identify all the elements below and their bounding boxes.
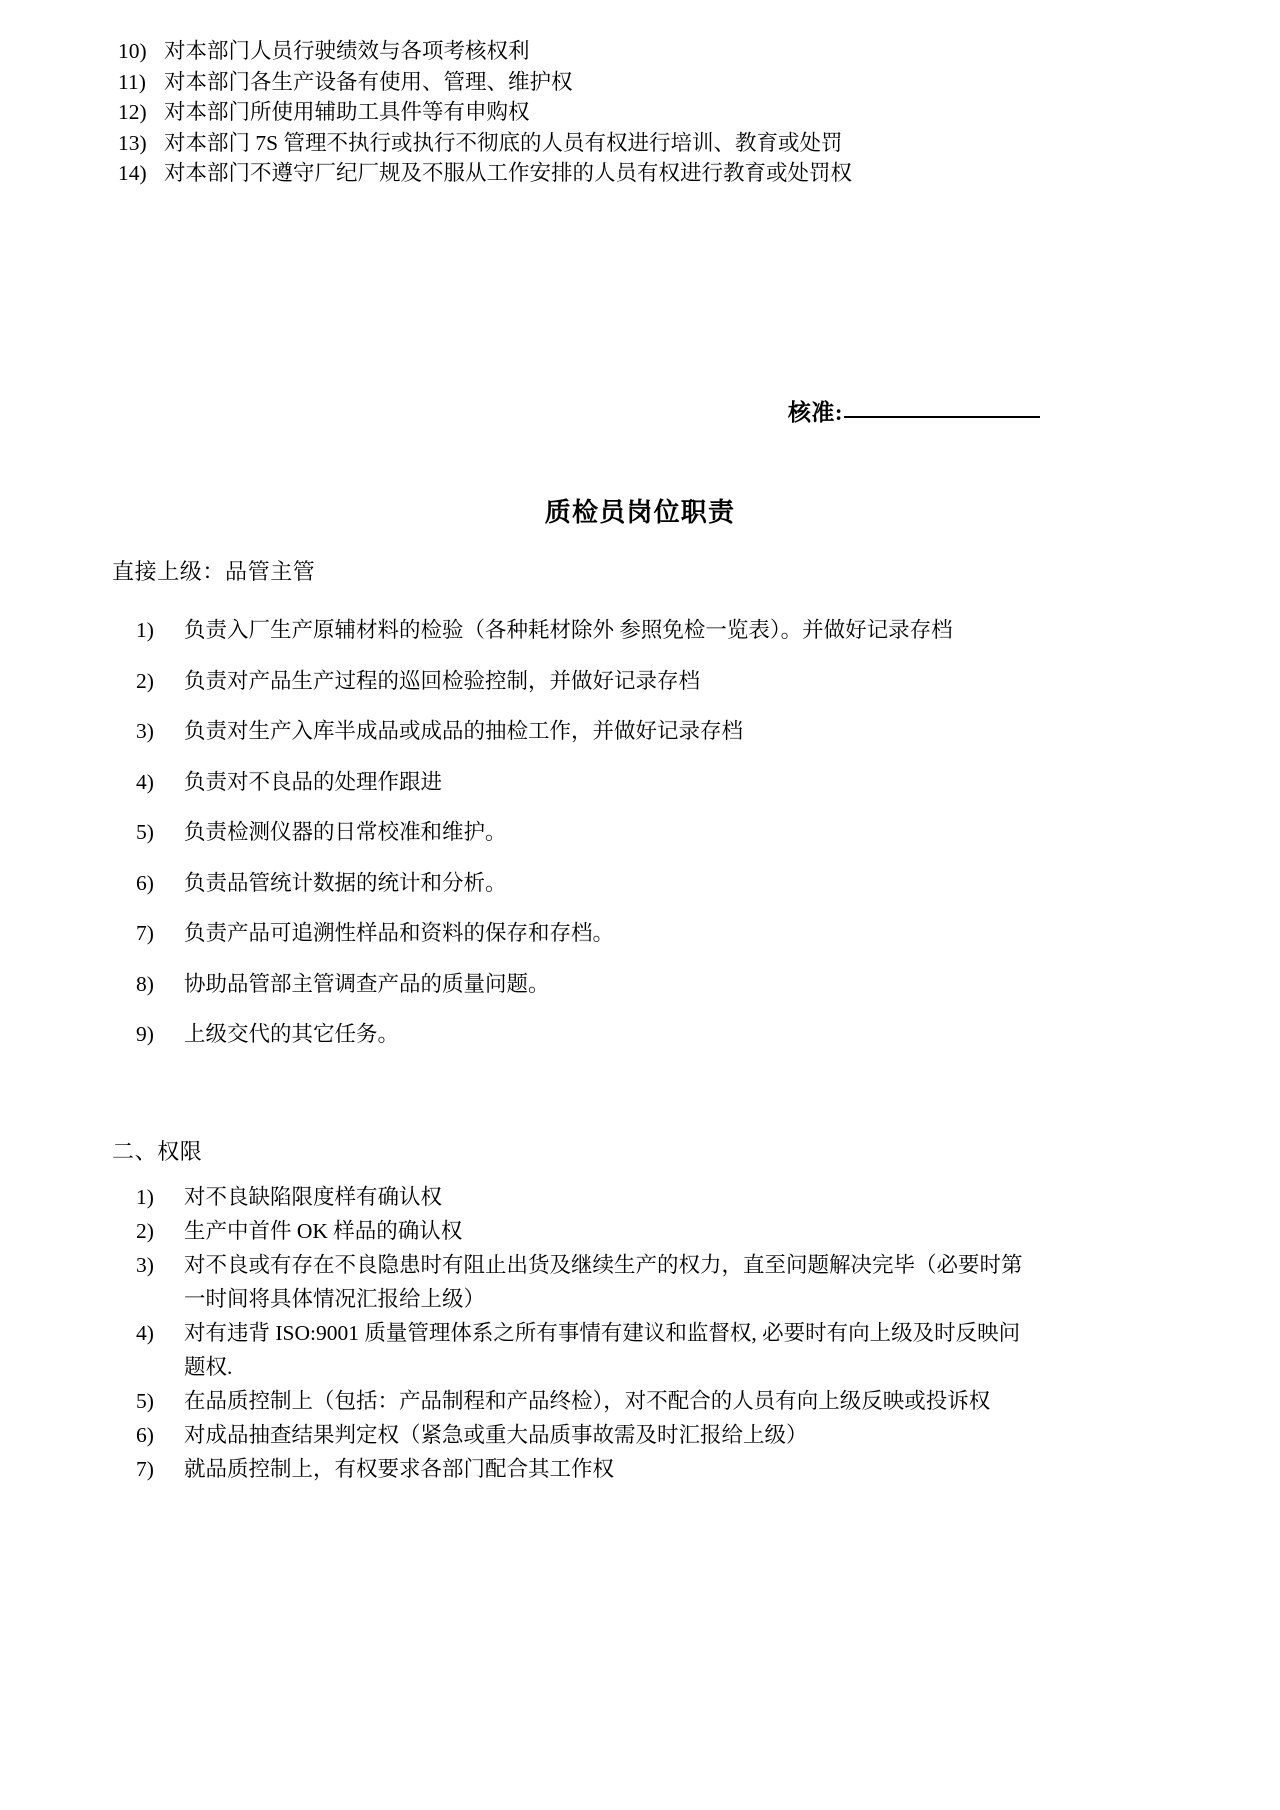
list-item-text: 负责品管统计数据的统计和分析。 [184, 870, 507, 895]
list-item-number: 6) [136, 870, 154, 895]
list-item [136, 767, 1196, 797]
approval-signature-field[interactable] [844, 416, 1040, 418]
list-item-line-2: 题权. [184, 1355, 233, 1379]
list-item-text: 对本部门 7S 管理不执行或执行不彻底的人员有权进行培训、教育或处罚 [164, 130, 843, 155]
list-item-text [184, 1316, 1206, 1384]
list-item-text: 对本部门各生产设备有使用、管理、维护权 [164, 69, 573, 94]
direct-superior-line: 直接上级：品管主管 [112, 559, 316, 584]
section-heading-authority: 二、权限 [112, 1139, 203, 1164]
list-item-number: 4) [136, 769, 154, 794]
list-item-text [184, 1248, 1206, 1316]
list-item-text: 上级交代的其它任务。 [184, 1022, 400, 1046]
page-title: 质检员岗位职责 [544, 498, 736, 527]
list-item-number: 7) [136, 1457, 154, 1481]
list-item [118, 97, 1178, 128]
list-item-text: 对本部门所使用辅助工具件等有申购权 [164, 100, 530, 124]
list-item [136, 1384, 1206, 1418]
list-item [136, 918, 1196, 948]
approval-inner [788, 396, 1040, 430]
approval-label: 核准: [787, 400, 843, 425]
list-item [136, 1316, 1206, 1384]
list-item [118, 158, 1178, 189]
list-item-text: 负责对不良品的处理作跟进 [184, 769, 443, 794]
list-item-number: 5) [136, 1389, 154, 1413]
list-item-number: 7) [136, 921, 154, 945]
top-continuation-list [118, 36, 1178, 189]
list-item-number: 2) [136, 1219, 154, 1243]
list-item-text: 负责对生产入库半成品或成品的抽检工作，并做好记录存档 [184, 719, 744, 743]
list-item-text: 负责对产品生产过程的巡回检验控制，并做好记录存档 [184, 668, 701, 693]
list-item [136, 1452, 1206, 1486]
list-item-text [184, 1180, 1206, 1214]
list-item-line-1: 对有违背 ISO:9001 质量管理体系之所有事情有建议和监督权, 必要时有向上级及时反映问 [184, 1321, 1021, 1345]
list-item [136, 969, 1196, 999]
list-item [136, 817, 1196, 847]
list-item-text: 负责产品可追溯性样品和资料的保存和存档。 [184, 921, 615, 945]
list-item-number: 6) [136, 1423, 154, 1447]
list-item-line-1: 对不良缺陷限度样有确认权 [184, 1185, 443, 1209]
list-item [136, 1248, 1206, 1316]
authority-list [136, 1180, 1206, 1486]
list-item [136, 716, 1196, 746]
list-item-text: 负责入厂生产原辅材料的检验（各种耗材除外 参照免检一览表）。并做好记录存档 [184, 618, 953, 642]
list-item [136, 868, 1196, 898]
list-item [136, 1019, 1196, 1049]
list-item-number: 13) [118, 130, 147, 155]
list-item-number: 2) [136, 668, 154, 693]
list-item-line-1: 对成品抽查结果判定权（紧急或重大品质事故需及时汇报给上级） [184, 1423, 808, 1447]
list-item-number: 14) [118, 161, 147, 185]
list-item [118, 128, 1178, 159]
list-item-number: 1) [136, 1185, 154, 1209]
duties-list [136, 615, 1196, 1070]
list-item [136, 1418, 1206, 1452]
list-item [118, 67, 1178, 98]
list-item-text [184, 1214, 1206, 1248]
approval-line [0, 396, 1280, 430]
list-item-text [184, 1418, 1206, 1452]
list-item-number: 11) [118, 69, 146, 94]
list-item-number: 1) [136, 618, 154, 642]
list-item [118, 36, 1178, 67]
list-item-line-1: 生产中首件 OK 样品的确认权 [184, 1219, 463, 1243]
list-item [136, 615, 1196, 645]
list-item-text [184, 1384, 1206, 1418]
list-item-number: 3) [136, 719, 154, 743]
list-item-number: 10) [118, 39, 147, 63]
list-item-text: 对本部门不遵守厂纪厂规及不服从工作安排的人员有权进行教育或处罚权 [164, 161, 853, 185]
list-item-number: 3) [136, 1253, 154, 1277]
list-item-number: 5) [136, 820, 154, 844]
list-item-number: 4) [136, 1321, 154, 1345]
list-item-number: 9) [136, 1022, 154, 1046]
list-item-number: 8) [136, 971, 154, 996]
list-item-text [184, 1452, 1206, 1486]
list-item-text: 协助品管部主管调查产品的质量问题。 [184, 971, 550, 996]
list-item [136, 1214, 1206, 1248]
list-item [136, 666, 1196, 696]
list-item-line-2: 一时间将具体情况汇报给上级） [184, 1287, 486, 1311]
list-item-number: 12) [118, 100, 147, 124]
list-item-text: 对本部门人员行驶绩效与各项考核权利 [164, 39, 530, 63]
list-item [136, 1180, 1206, 1214]
list-item-line-1: 在品质控制上（包括：产品制程和产品终检），对不配合的人员有向上级反映或投诉权 [184, 1389, 991, 1413]
list-item-line-1: 就品质控制上，有权要求各部门配合其工作权 [184, 1457, 615, 1481]
list-item-text: 负责检测仪器的日常校准和维护。 [184, 820, 507, 844]
list-item-line-1: 对不良或有存在不良隐患时有阻止出货及继续生产的权力，直至问题解决完毕（必要时第 [184, 1253, 1023, 1277]
